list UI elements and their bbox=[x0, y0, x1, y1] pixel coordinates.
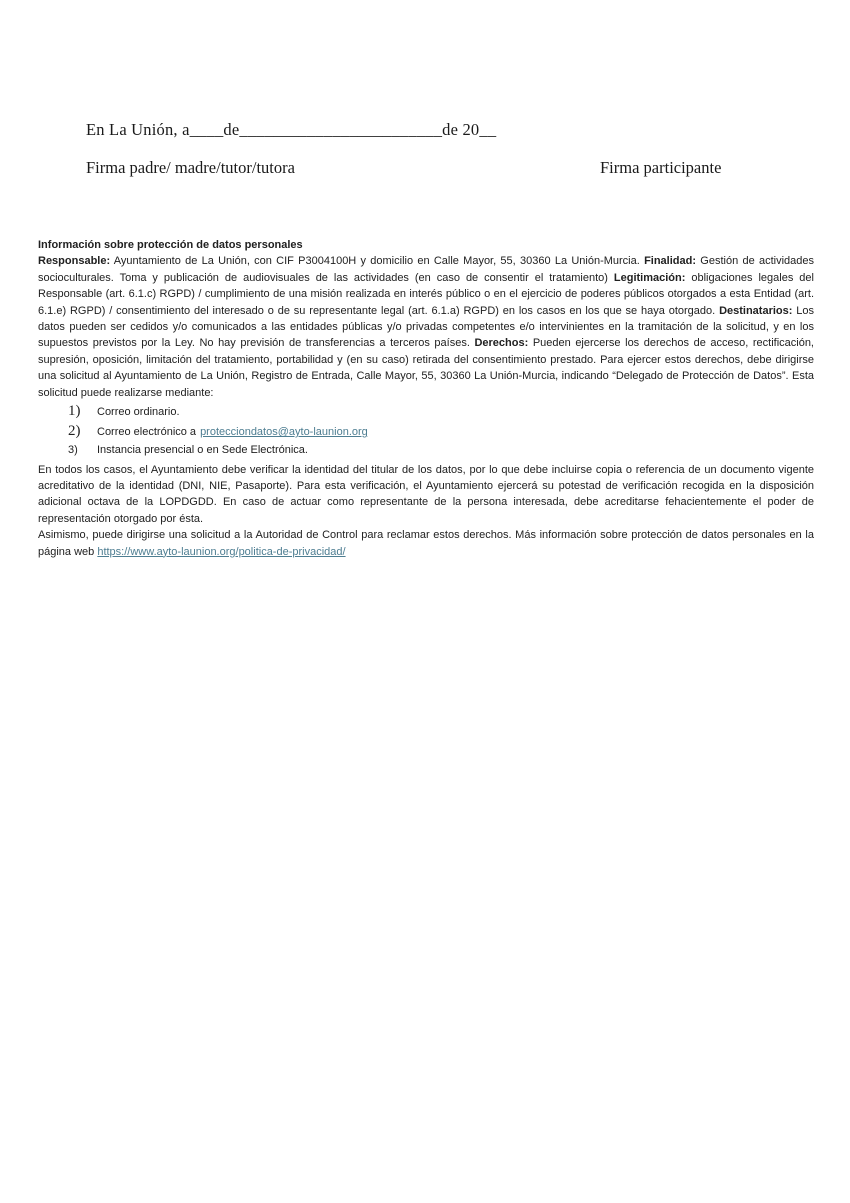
email-link[interactable]: protecciondatos@ayto-launion.org bbox=[200, 426, 368, 439]
derechos-label: Derechos: bbox=[474, 337, 529, 350]
date-fill-in-line: En La Unión, a____de________________________de 20__ bbox=[86, 120, 497, 139]
participant-signature-label: Firma participante bbox=[600, 158, 722, 177]
list-item-email bbox=[38, 422, 814, 442]
privacy-heading: Información sobre protección de datos personales bbox=[38, 239, 303, 251]
responsable-label: Responsable: bbox=[38, 255, 111, 268]
list-item-ordinary-mail bbox=[38, 402, 814, 422]
derechos-text: Pueden ejercerse los derechos de acceso, rectificación, supresión, oposición, limitación del tratamiento, portabilidad y (en su caso) retirada del consentimiento prestado. Para ejercer estos derechos, debe dirigirse una solicitud al Ayuntamiento de La Unión, Registro de Entrada, Calle Mayor, 55, 30360 La Unión-Murcia, indicando “Delegado de Protección de Datos”. Esta solicitud puede realizarse mediante: bbox=[38, 337, 814, 399]
destinatarios-label: Destinatarios: bbox=[719, 304, 793, 317]
identity-verification-paragraph: En todos los casos, el Ayuntamiento debe verificar la identidad del titular de los datos, por lo que debe incluirse copia o referencia de un documento vigente acreditativo de la identidad (DNI, NIE, Pasaporte). Para esta verificación, el Ayuntamiento ejercerá su potestad de verificación recogida en la disposición adicional octava de la LOPDGDD. En caso de actuar como representante de la persona interesada, debe acreditarse fehacientemente el poder de representación otorgado por ésta. bbox=[38, 463, 814, 525]
control-authority-paragraph bbox=[38, 527, 814, 560]
list-item-text: Instancia presencial o en Sede Electrónica. bbox=[97, 444, 308, 457]
legitimacion-label: Legitimación: bbox=[613, 271, 686, 284]
responsable-text: Ayuntamiento de La Unión, con CIF P3004100H y domicilio en Calle Mayor, 55, 30360 La Unión-Murcia. bbox=[110, 255, 645, 268]
control-authority-text: Asimismo, puede dirigirse una solicitud a la Autoridad de Control para reclamar estos derechos. Más información sobre protección de datos personales en la página web bbox=[38, 529, 814, 558]
list-item-text: Correo ordinario. bbox=[97, 406, 180, 419]
list-item-in-person bbox=[38, 442, 814, 460]
list-number: 3) bbox=[68, 444, 78, 457]
list-number: 2) bbox=[68, 423, 81, 440]
finalidad-text: Gestión de actividades socioculturales. Toma y publicación de audiovisuales de las actividades (en caso de consentir el tratamiento) bbox=[38, 255, 814, 284]
destinatarios-text: Los datos pueden ser cedidos y/o comunicados a las entidades públicas y/o privadas competentes e/o intervinientes en la tramitación de la solicitud, y en los supuestos previstos por la Ley. No hay previsión de transferencias a terceros países. bbox=[38, 304, 815, 350]
privacy-section bbox=[38, 237, 814, 560]
finalidad-label: Finalidad: bbox=[644, 255, 697, 268]
guardian-signature-label: Firma padre/ madre/tutor/tutora bbox=[86, 158, 295, 177]
privacy-policy-url-link[interactable]: https://www.ayto-launion.org/politica-de-privacidad/ bbox=[97, 545, 346, 558]
legitimacion-text: obligaciones legales del Responsable (art. 6.1.c) RGPD) / cumplimiento de una misión realizada en interés público o en el ejercicio de poderes públicos otorgados a esta Entidad (art. 6.1.e) RGPD) / consentimiento del interesado o de su representante legal (art. 6.1.a) RGPD) en los casos en los que se haya otorgado. bbox=[38, 271, 814, 317]
list-number: 1) bbox=[68, 403, 81, 420]
request-methods-list bbox=[38, 402, 814, 460]
list-item-text: Correo electrónico a protecciondatos@ayto-launion.org bbox=[97, 426, 368, 439]
privacy-main-paragraph bbox=[38, 253, 814, 401]
